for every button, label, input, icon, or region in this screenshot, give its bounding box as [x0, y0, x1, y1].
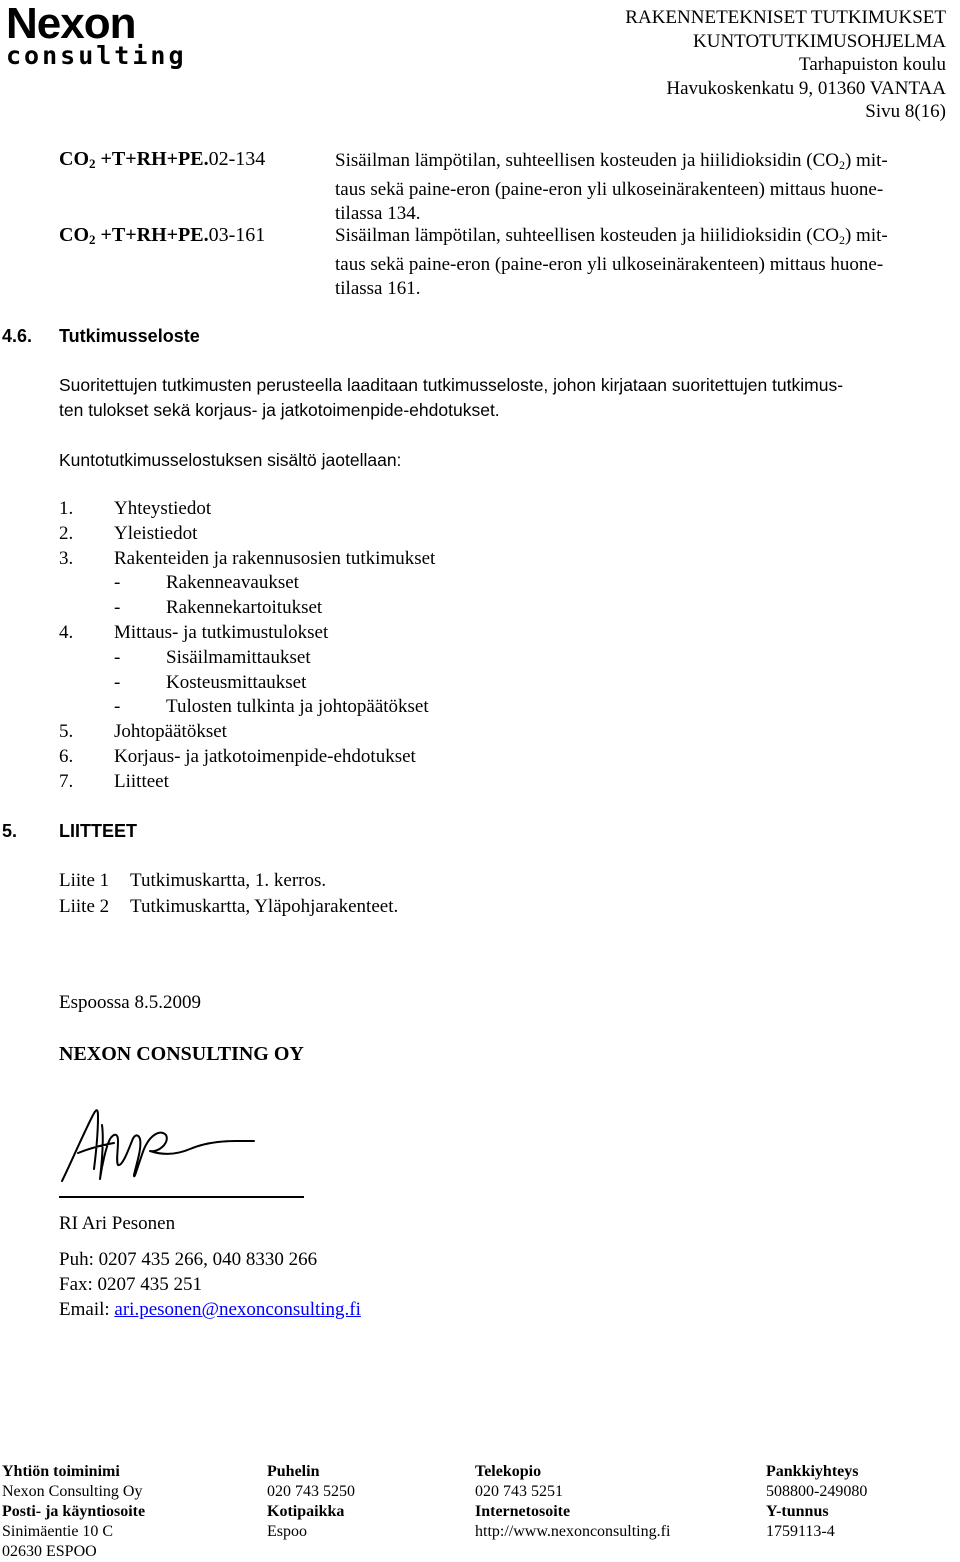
list-subitem: - Rakennekartoitukset	[114, 597, 323, 619]
footer-row: Yhtiön toiminimi Puhelin Telekopio Pankkiyhteys	[2, 1463, 859, 1480]
footer-row: 02630 ESPOO	[2, 1543, 97, 1560]
header-site: Tarhapuiston koulu	[799, 54, 946, 75]
signature-line	[59, 1196, 304, 1198]
email-link[interactable]: ari.pesonen@nexonconsulting.fi	[114, 1299, 361, 1320]
header-title: RAKENNETEKNISET TUTKIMUKSET	[625, 7, 946, 28]
contact-info	[59, 1247, 361, 1322]
footer-row: Posti- ja käyntiosoite Kotipaikka Internetosoite Y-tunnus	[2, 1503, 829, 1520]
list-item: 5. Johtopäätökset	[59, 721, 227, 743]
website-link[interactable]: http://www.nexonconsulting.fi	[475, 1523, 671, 1540]
list-subitem: - Tulosten tulkinta ja johtopäätökset	[114, 696, 429, 718]
section-number: 4.6.	[2, 326, 33, 346]
measurement-code: $CO_2 +T+RH+PE.02-134$	[59, 148, 266, 171]
company-name: NEXON CONSULTING OY	[59, 1043, 304, 1065]
header-program: KUNTOTUTKIMUSOHJELMA	[693, 30, 946, 52]
list-intro: Kuntotutkimusselostuksen sisältö jaotellaan:	[59, 450, 402, 470]
list-item: 2. Yleistiedot	[59, 522, 198, 544]
list-item: 1. Yhteystiedot	[59, 498, 212, 519]
measurement-code: $CO_2 +T+RH+PE.03-161$	[59, 224, 266, 247]
section-paragraph: Suoritettujen tutkimusten perusteella laaditaan tutkimusseloste, johon kirjataan suoritettujen tutkimus- ten tulokset sekä korjaus- ja jatkotoimenpide-ehdotukset.	[59, 375, 844, 420]
section-number: 5.	[2, 821, 18, 841]
document-header	[625, 6, 946, 124]
contact-email: Email: ari.pesonen@nexonconsulting.fi	[59, 1299, 361, 1320]
list-item: 4. Mittaus- ja tutkimustulokset	[59, 621, 329, 643]
measurement-description: Sisäilman lämpötilan, suhteellisen kosteuden ja hiilidioksidin $(CO_2)$ mit- taus sekä paine-eron (paine-eron yli ulkoseinärakenteen) mittaus huone- tilassa 134.	[335, 150, 888, 224]
footer-row: Sinimäentie 10 C Espoo http://www.nexonconsulting.fi 1759113-4	[2, 1523, 835, 1540]
list-subitem: - Sisäilmamittaukset	[114, 646, 311, 668]
list-item: 6. Korjaus- ja jatkotoimenpide-ehdotukset	[59, 745, 416, 767]
section-title: LIITTEET	[59, 821, 137, 841]
attachment-list	[59, 868, 398, 920]
attachment-item: Liite 2 Tutkimuskartta, Yläpohjarakenteet.	[59, 896, 399, 917]
signature-image	[58, 1095, 258, 1190]
list-subitem: - Kosteusmittaukset	[114, 671, 307, 693]
list-item: 7. Liitteet	[59, 770, 169, 792]
attachment-item: Liite 1 Tutkimuskartta, 1. kerros.	[59, 870, 327, 891]
place-date: Espoossa 8.5.2009	[59, 992, 201, 1013]
measurement-description: Sisäilman lämpötilan, suhteellisen kosteuden ja hiilidioksidin $(CO_2)$ mit- taus sekä paine-eron (paine-eron yli ulkoseinärakenteen) mittaus huone- tilassa 161.	[335, 225, 888, 299]
list-subitem: - Rakenneavaukset	[114, 572, 299, 594]
footer-row: Nexon Consulting Oy 020 743 5250 020 743 5251 508800-249080	[2, 1483, 868, 1500]
logo-subtitle: consulting	[6, 41, 187, 70]
header-address: Havukoskenkatu 9, 01360 VANTAA	[666, 77, 946, 99]
company-logo	[6, 0, 216, 70]
page-footer	[2, 1462, 958, 1562]
page-number: Sivu 8(16)	[865, 101, 946, 122]
contact-phone: Puh: 0207 435 266, 040 8330 266	[59, 1249, 318, 1270]
section-title: Tutkimusseloste	[59, 326, 200, 346]
logo-wordmark: Nexon	[6, 0, 136, 48]
signer-name: RI Ari Pesonen	[59, 1213, 176, 1234]
list-item: 3. Rakenteiden ja rakennusosien tutkimukset	[59, 547, 436, 569]
contact-fax: Fax: 0207 435 251	[59, 1274, 203, 1295]
content-list	[59, 497, 435, 795]
